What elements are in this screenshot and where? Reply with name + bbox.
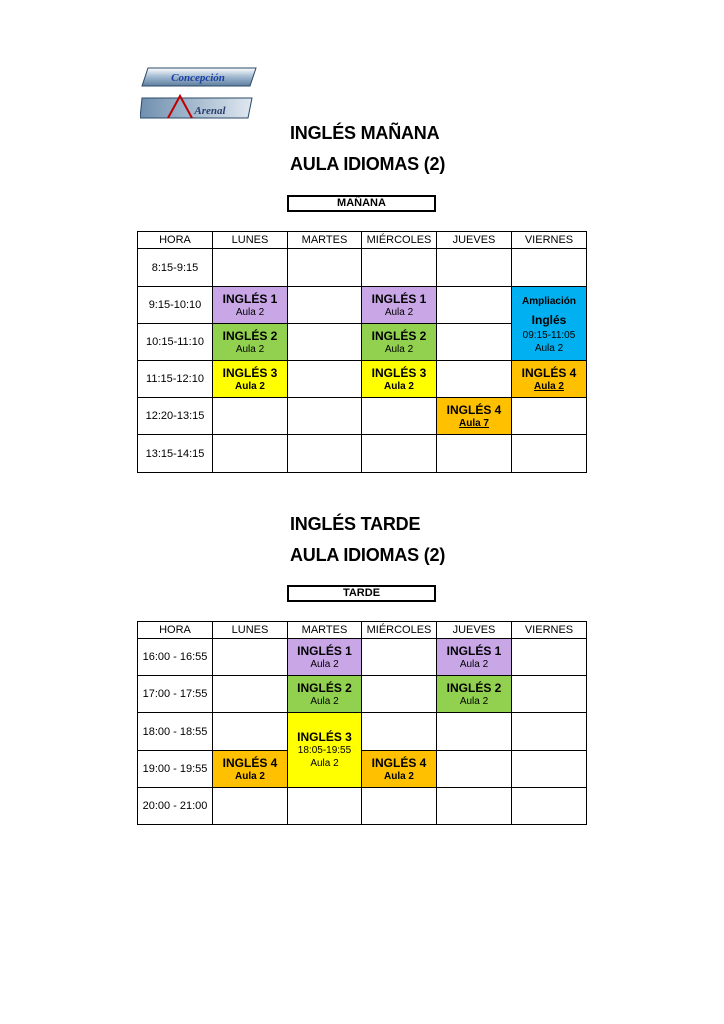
class-room: Aula 2 — [310, 758, 339, 769]
empty-cell — [288, 435, 362, 473]
header-hora: HORA — [138, 622, 213, 639]
class-cell — [213, 361, 288, 398]
header-jueves: JUEVES — [437, 622, 512, 639]
hour-cell: 17:00 - 17:55 — [138, 676, 213, 713]
empty-cell — [437, 287, 512, 324]
empty-cell — [213, 249, 288, 287]
empty-cell — [362, 435, 437, 473]
logo-text-top: Concepción — [171, 72, 225, 84]
class-name: INGLÉS 3 — [222, 365, 278, 380]
class-room: Aula 2 — [234, 380, 265, 392]
class-name: INGLÉS 4 — [371, 755, 427, 770]
class-time: 18:05-19:55 — [297, 745, 352, 756]
class-cell — [288, 676, 362, 713]
class-cell — [213, 751, 288, 788]
morning-period-label: MAÑANA — [287, 195, 436, 212]
afternoon-subtitle: AULA IDIOMAS (2) — [290, 545, 446, 565]
class-name: INGLÉS 4 — [446, 402, 502, 417]
class-cell — [362, 751, 437, 788]
empty-cell — [512, 713, 587, 751]
empty-cell — [213, 435, 288, 473]
class-room: Aula 2 — [459, 695, 489, 707]
class-room: Aula 2 — [384, 343, 414, 355]
header-martes: MARTES — [288, 622, 362, 639]
class-name: INGLÉS 2 — [371, 328, 427, 343]
empty-cell — [288, 788, 362, 825]
hour-cell: 20:00 - 21:00 — [138, 788, 213, 825]
class-cell — [437, 639, 512, 676]
class-room: Aula 2 — [234, 770, 265, 782]
class-name: INGLÉS 4 — [521, 365, 577, 380]
morning-schedule-table — [137, 231, 587, 473]
logo-text-bottom: Arenal — [194, 105, 226, 117]
class-room: Aula 2 — [384, 306, 414, 318]
hour-cell: 16:00 - 16:55 — [138, 639, 213, 676]
empty-cell — [512, 249, 587, 287]
empty-cell — [362, 249, 437, 287]
table-row — [138, 249, 587, 287]
empty-cell — [437, 324, 512, 361]
table-row — [138, 788, 587, 825]
empty-cell — [213, 676, 288, 713]
hour-cell: 19:00 - 19:55 — [138, 751, 213, 788]
empty-cell — [288, 398, 362, 435]
class-cell — [288, 639, 362, 676]
empty-cell — [213, 398, 288, 435]
empty-cell — [437, 751, 512, 788]
empty-cell — [288, 249, 362, 287]
class-cell — [512, 361, 587, 398]
empty-cell — [362, 713, 437, 751]
empty-cell — [437, 435, 512, 473]
class-cell — [288, 713, 362, 788]
header-martes: MARTES — [288, 232, 362, 249]
class-cell — [213, 287, 288, 324]
empty-cell — [288, 324, 362, 361]
empty-cell — [512, 435, 587, 473]
empty-cell — [362, 639, 437, 676]
hour-cell: 8:15-9:15 — [138, 249, 213, 287]
table-header-row — [138, 232, 587, 249]
header-viernes: VIERNES — [512, 622, 587, 639]
empty-cell — [362, 676, 437, 713]
class-name: INGLÉS 1 — [371, 291, 427, 306]
afternoon-period-label: TARDE — [287, 585, 436, 602]
morning-title: INGLÉS MAÑANA — [290, 123, 440, 143]
table-row — [138, 639, 587, 676]
hour-cell: 11:15-12:10 — [138, 361, 213, 398]
class-time: 09:15-11:05 — [522, 329, 576, 341]
header-lunes: LUNES — [213, 232, 288, 249]
empty-cell — [437, 361, 512, 398]
empty-cell — [512, 751, 587, 788]
class-name: INGLÉS 2 — [446, 680, 502, 695]
table-row — [138, 361, 587, 398]
empty-cell — [213, 788, 288, 825]
class-name: INGLÉS 4 — [222, 755, 278, 770]
class-room: Aula 2 — [383, 770, 414, 782]
class-cell — [362, 361, 437, 398]
class-room: Aula 7 — [458, 417, 489, 429]
class-cell — [512, 287, 587, 361]
empty-cell — [362, 788, 437, 825]
class-room: Aula 2 — [459, 658, 489, 670]
empty-cell — [512, 676, 587, 713]
hour-cell: 13:15-14:15 — [138, 435, 213, 473]
class-room: Aula 2 — [235, 343, 265, 355]
class-room: Aula 2 — [310, 695, 339, 707]
table-header-row — [138, 622, 587, 639]
afternoon-title: INGLÉS TARDE — [290, 514, 421, 534]
class-room: Aula 2 — [310, 658, 339, 670]
morning-subtitle: AULA IDIOMAS (2) — [290, 154, 446, 174]
table-row — [138, 751, 587, 788]
class-cell — [437, 676, 512, 713]
class-name-line2: Inglés — [531, 312, 567, 327]
class-name: INGLÉS 1 — [446, 643, 502, 658]
class-room: Aula 2 — [235, 306, 265, 318]
class-name: INGLÉS 2 — [297, 680, 352, 695]
header-viernes: VIERNES — [512, 232, 587, 249]
hour-cell: 12:20-13:15 — [138, 398, 213, 435]
class-name: INGLÉS 3 — [297, 730, 352, 744]
header-jueves: JUEVES — [437, 232, 512, 249]
empty-cell — [437, 713, 512, 751]
class-cell — [437, 398, 512, 435]
class-name: INGLÉS 1 — [297, 643, 352, 658]
empty-cell — [213, 639, 288, 676]
table-row — [138, 398, 587, 435]
table-row — [138, 435, 587, 473]
header-miercoles: MIÉRCOLES — [362, 232, 437, 249]
hour-cell: 9:15-10:10 — [138, 287, 213, 324]
header-miercoles: MIÉRCOLES — [362, 622, 437, 639]
hour-cell: 18:00 - 18:55 — [138, 713, 213, 751]
empty-cell — [437, 788, 512, 825]
class-room: Aula 2 — [534, 342, 564, 354]
empty-cell — [288, 361, 362, 398]
class-cell — [362, 324, 437, 361]
empty-cell — [512, 398, 587, 435]
table-row — [138, 676, 587, 713]
empty-cell — [213, 713, 288, 751]
school-logo — [140, 64, 258, 122]
empty-cell — [437, 249, 512, 287]
empty-cell — [288, 287, 362, 324]
table-row — [138, 287, 587, 324]
header-lunes: LUNES — [213, 622, 288, 639]
header-hora: HORA — [138, 232, 213, 249]
class-cell — [213, 324, 288, 361]
class-name: INGLÉS 3 — [371, 365, 427, 380]
class-name: INGLÉS 2 — [222, 328, 278, 343]
class-cell — [362, 287, 437, 324]
class-name: Ampliación — [522, 295, 576, 307]
class-room: Aula 2 — [533, 380, 564, 392]
empty-cell — [362, 398, 437, 435]
class-name: INGLÉS 1 — [222, 291, 278, 306]
empty-cell — [512, 639, 587, 676]
empty-cell — [512, 788, 587, 825]
table-row — [138, 713, 587, 751]
afternoon-schedule-table — [137, 621, 587, 825]
hour-cell: 10:15-11:10 — [138, 324, 213, 361]
class-room: Aula 2 — [383, 380, 414, 392]
